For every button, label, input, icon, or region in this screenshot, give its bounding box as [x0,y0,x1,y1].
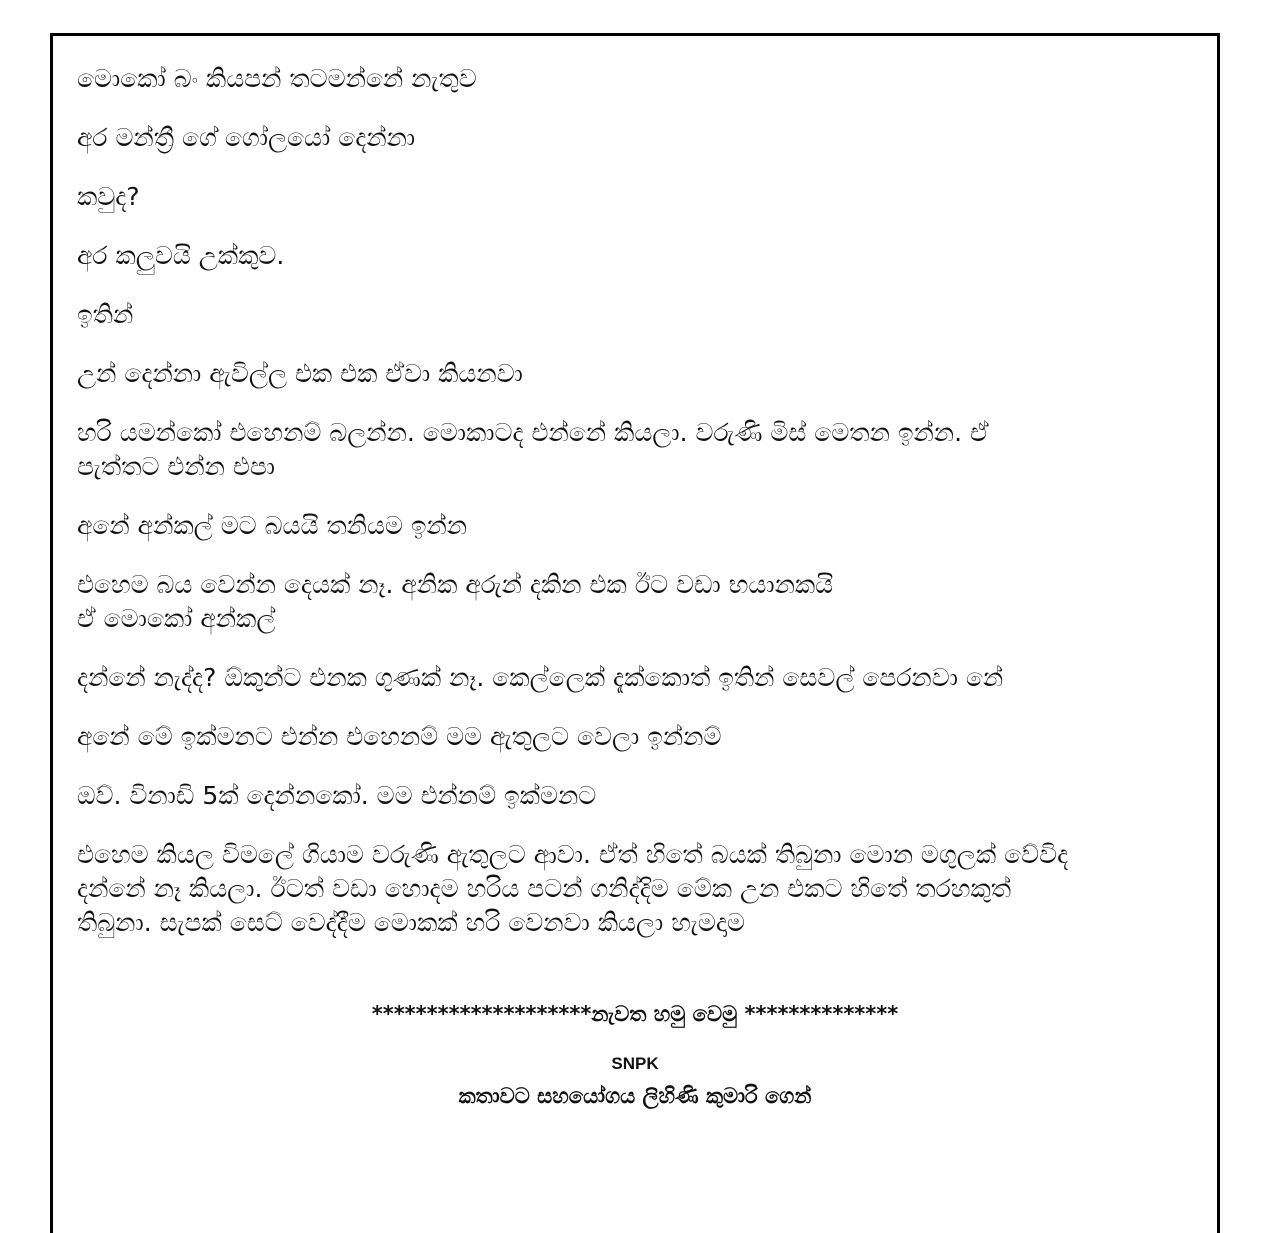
page-frame [50,33,1220,1233]
author-name: SNPK [611,1054,659,1073]
story-body [77,62,1202,965]
story-paragraph [77,779,1202,813]
paragraph-line: ඉතින් [77,300,134,329]
paragraph-line: දන්නේ නැද්ද? ඕකුන්ට එනක ගුණක් නෑ. කෙල්ලෙක් දැක්කොත් ඉතින් සෙවල් පෙරනවා නේ [77,663,1004,692]
story-paragraph [77,568,1202,636]
paragraph-line: කවුද? [77,182,140,211]
paragraph-line: එහෙම බය වෙන්න දෙයක් නෑ. අනික අරුන් දකින එක ඊට වඩා භයානකයි [77,570,834,599]
to-be-continued-divider: ********************නැවත හමු වෙමු ************** [371,1002,899,1026]
paragraph-line: අනේ මේ ඉක්මනට එන්න එහෙනම් මම ඇතුලට වෙලා ඉන්නම් [77,722,722,751]
story-paragraph [77,509,1202,543]
paragraph-line: අර කලුවයි උක්කුව. [77,241,285,270]
credit-line: කතාවට සහයෝගය ලිහිණි කුමාරි ගෙන් [458,1084,812,1108]
paragraph-line: එහෙම කියල විමලේ ගියාම වරුණි ඇතුලට ආවා. ඒත් හිතේ බයක් තිබුනා මොන මගුලක් වේවිද [77,840,1069,869]
paragraph-line: මොකෝ බං කියපන් තටමන්නේ නැතුව [77,64,477,93]
paragraph-line: ඒ මොකෝ අන්කල් [77,604,276,633]
story-paragraph [77,661,1202,695]
paragraph-line: අනේ අන්කල් මට බයයි තනියම ඉන්න [77,511,468,540]
story-paragraph [77,720,1202,754]
paragraph-line: අර මන්ත්‍රී ගේ ගෝලයෝ දෙන්නා [77,123,416,152]
story-paragraph [77,357,1202,391]
paragraph-line: පැත්තට එන්න එපා [77,452,275,481]
paragraph-line: ඔව්. විනාඩි 5ක් දෙන්නකෝ. මම එන්නම් ඉක්මනට [77,781,597,810]
paragraph-line: හරි යමන්කෝ එහෙනම් බලන්න. මොකාටද එන්නේ කියලා. වරුණි මිස් මෙතන ඉන්න. ඒ [77,418,989,447]
story-paragraph [77,180,1202,214]
paragraph-line: දන්නේ නෑ කියලා. ඊටත් වඩා හොදම හරිය පටන් ගනිද්දිම මේක උන එකට හිතේ තරහකුත් [77,874,1012,903]
story-paragraph [77,121,1202,155]
story-paragraph [77,838,1202,940]
story-paragraph [77,298,1202,332]
paragraph-line: තිබුනා. සැපක් සෙට් වෙද්දීම මොකක් හරි වෙනවා කියලා හැමදාම [77,908,745,937]
story-paragraph [77,239,1202,273]
story-paragraph [77,62,1202,96]
story-ending [53,998,1217,1112]
story-paragraph [77,416,1202,484]
paragraph-line: උන් දෙන්නා ඇවිල්ල එක එක ඒවා කියනවා [77,359,523,388]
